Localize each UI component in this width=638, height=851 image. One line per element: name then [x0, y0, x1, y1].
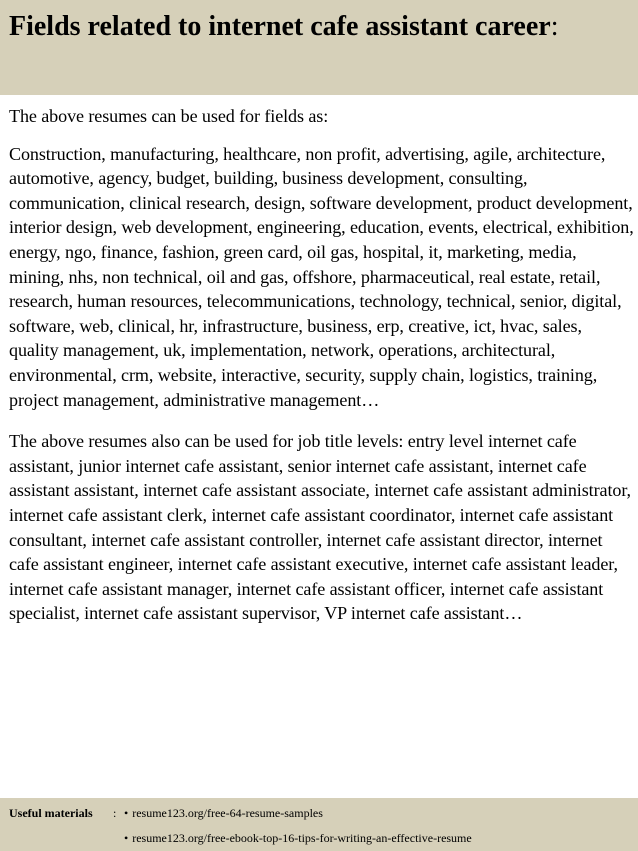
resume-samples-link[interactable]: resume123.org/free-64-resume-samples: [132, 806, 323, 820]
header-band: [0, 0, 638, 95]
fields-intro: The above resumes can be used for fields as:: [9, 106, 329, 126]
ebook-tips-link[interactable]: resume123.org/free-ebook-top-16-tips-for-writing-an-effective-resume: [132, 831, 472, 845]
page-title: [9, 8, 629, 45]
job-levels-paragraph: The above resumes also can be used for job title levels: entry level internet cafe assistant, junior internet cafe assistant, senior internet cafe assistant, internet cafe assistant assistant, internet cafe assistant associate, internet cafe assistant administrator, internet cafe assistant clerk, internet cafe assistant coordinator, internet cafe assistant consultant, internet cafe assistant controller, internet cafe assistant director, internet cafe assistant engineer, internet cafe assistant executive, internet cafe assistant leader, internet cafe assistant manager, internet cafe assistant officer, internet cafe assistant specialist, internet cafe assistant supervisor, VP internet cafe assistant…: [9, 431, 631, 624]
footer-link-row: [124, 830, 472, 846]
useful-materials-colon: :: [113, 806, 117, 820]
footer-band: [0, 798, 638, 851]
page-title-colon: :: [550, 11, 559, 42]
bullet-icon: •: [124, 831, 129, 845]
footer-link-row: [124, 805, 323, 821]
page-title-text: Fields related to internet cafe assistant career: [9, 11, 551, 42]
bullet-icon: •: [124, 806, 129, 820]
main-content: [9, 104, 634, 626]
fields-list: Construction, manufacturing, healthcare, non profit, advertising, agile, architecture, automotive, agency, budget, building, business development, consulting, communication, clinical research, design, software development, product development, interior design, web development, engineering, education, events, electrical, exhibition, energy, ngo, finance, fashion, green card, oil gas, hospital, it, marketing, media, mining, nhs, non technical, oil and gas, offshore, pharmaceutical, real estate, retail, research, human resources, telecommunications, technology, technical, senior, digital, software, web, clinical, hr, infrastructure, business, erp, creative, ict, hvac, sales, quality management, uk, implementation, network, operations, architectural, environmental, crm, website, interactive, security, supply chain, logistics, training, project management, administrative management…: [9, 143, 634, 410]
useful-materials-label: Useful materials: [9, 806, 93, 820]
